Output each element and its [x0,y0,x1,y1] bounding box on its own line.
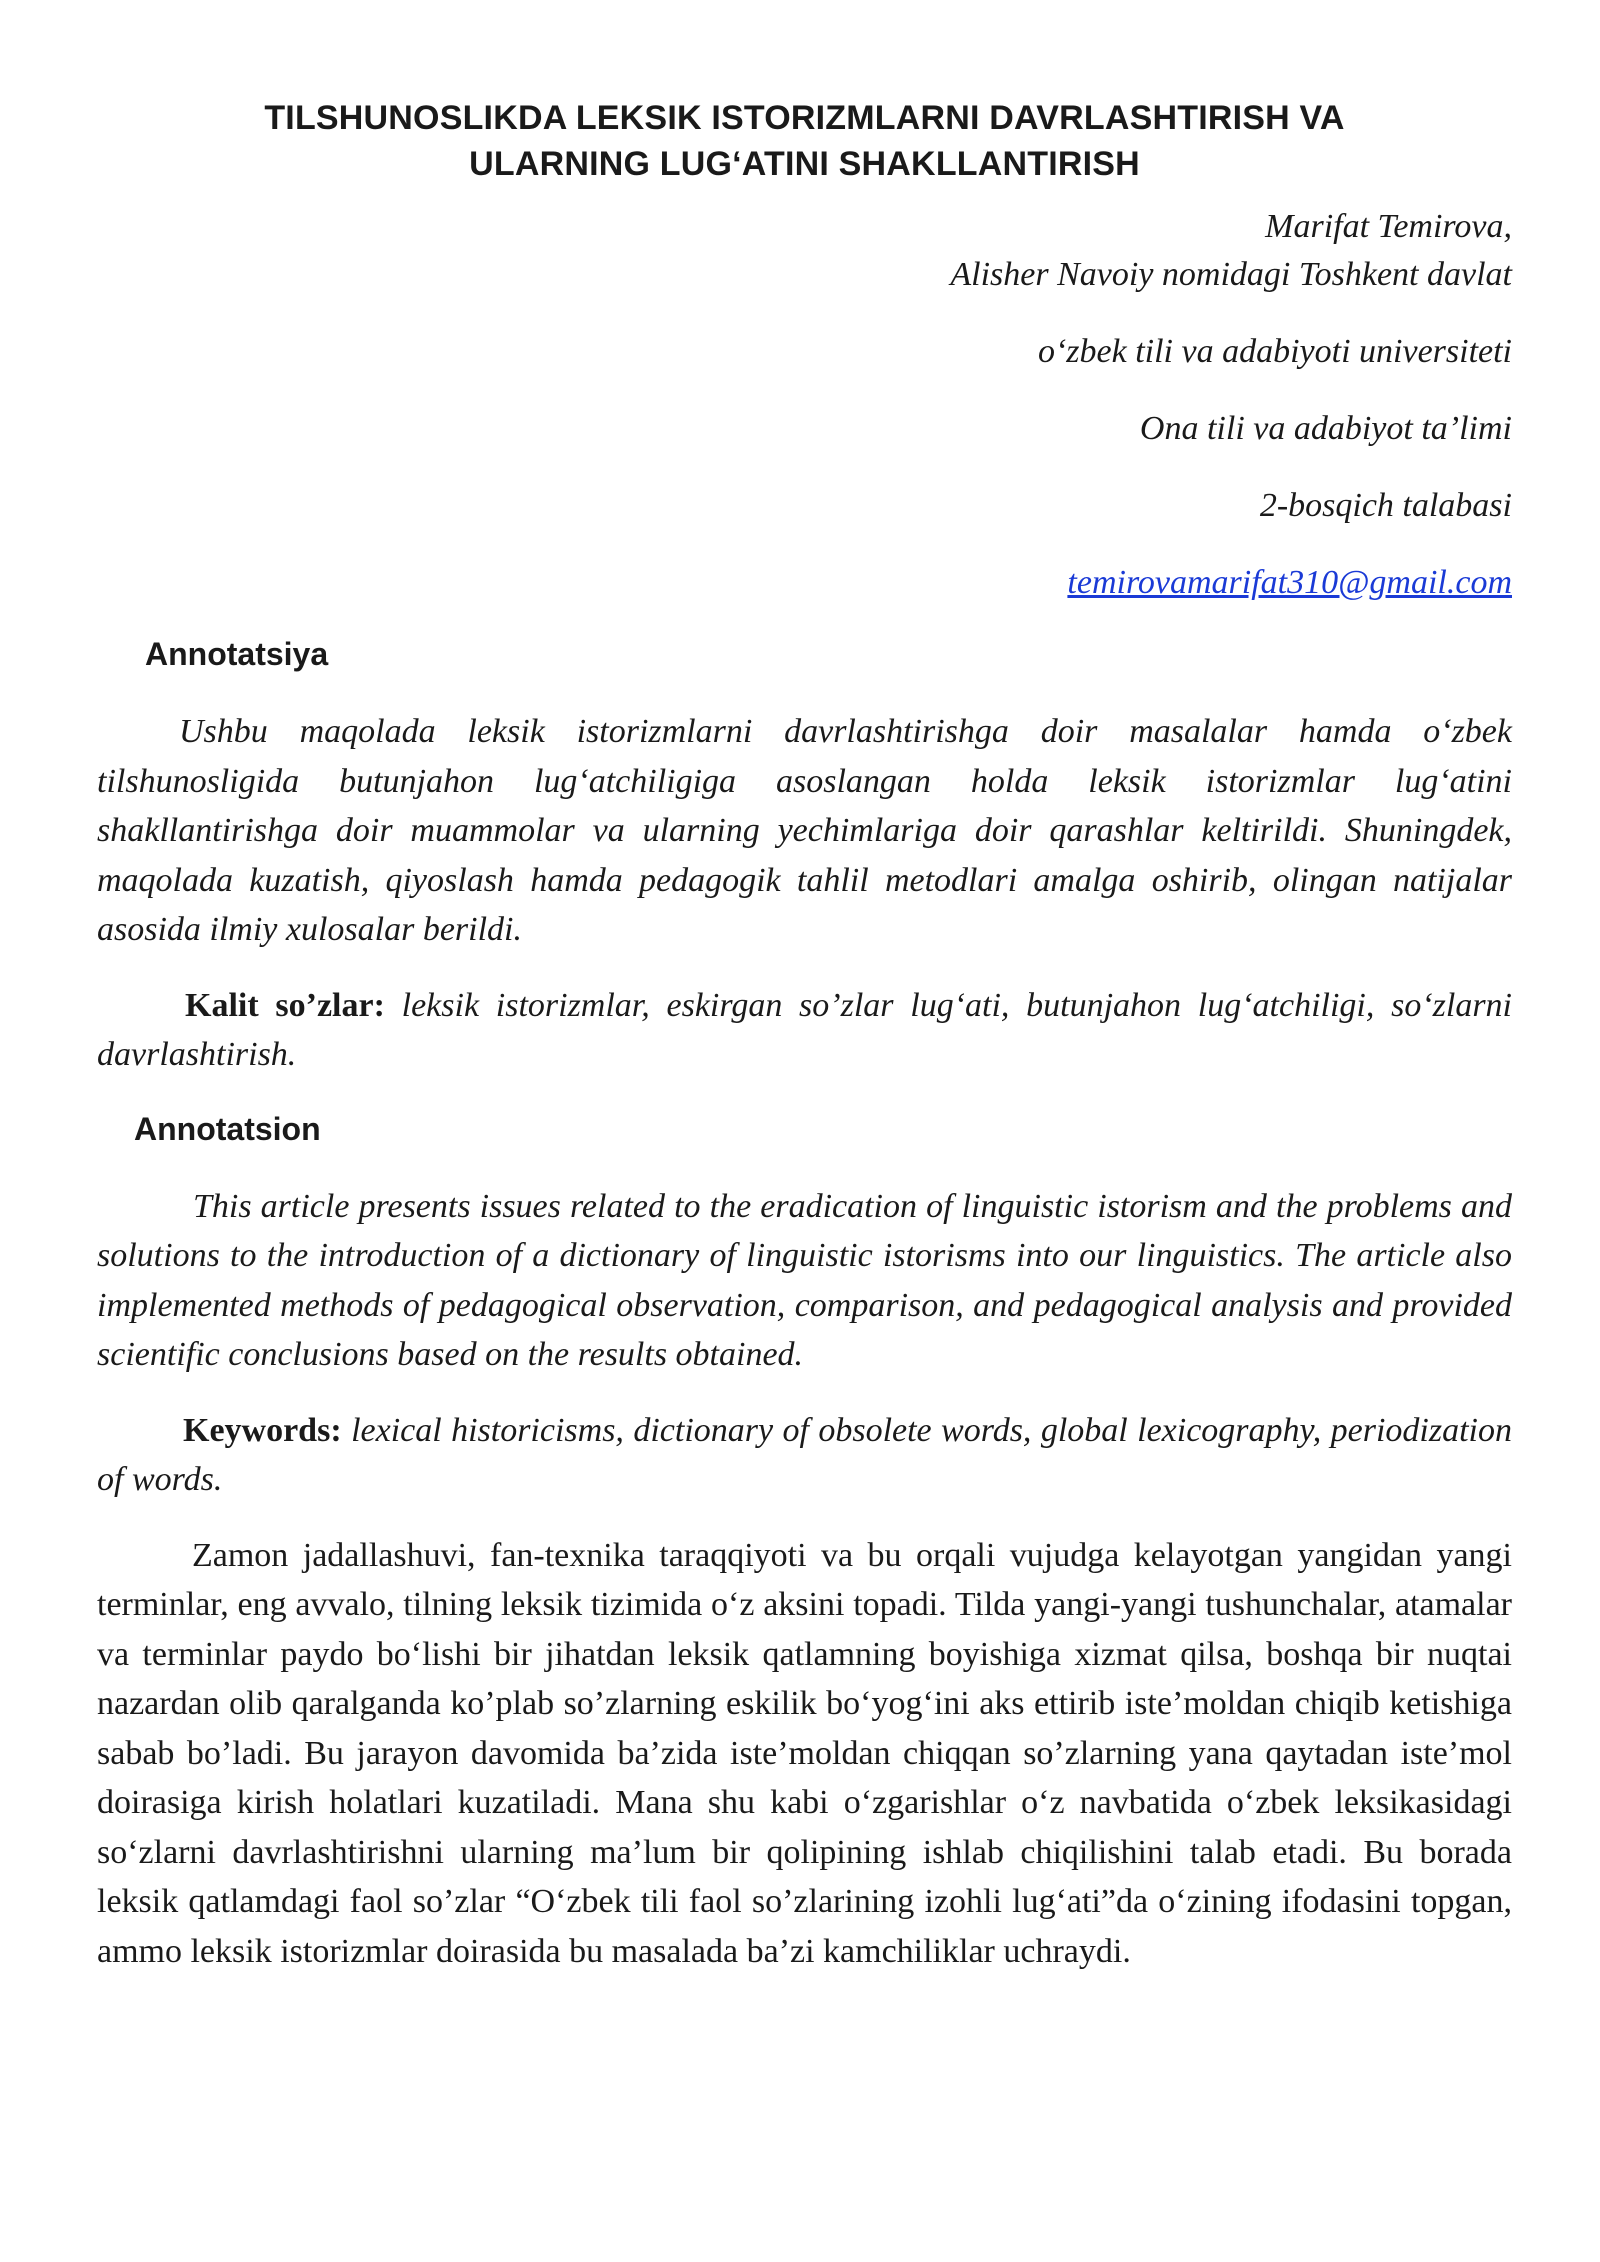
title-line-2: ULARNING LUG‘ATINI SHAKLLANTIRISH [469,145,1140,183]
abstract-en-heading: Annotatsion [134,1110,321,1147]
author-email-link[interactable]: temirovamarifat310@gmail.com [1067,564,1512,601]
abstract-en-keywords [97,1406,1512,1505]
author-block [97,203,1512,607]
abstract-uz-heading: Annotatsiya [145,636,329,672]
author-affiliation-2: o‘zbek tili va adabiyoti universiteti [1037,333,1512,370]
abstract-uz-text: Ushbu maqolada leksik istorizmlarni davrlashtirishga doir masalalar hamda o‘zbek tilshunosligida butunjahon lug‘atchiligiga asoslangan holda leksik istorizmlar lug‘atini shakllantirishga doir muammolar va ularning yechimlariga doir qarashlar keltirildi. Shuningdek, maqolada kuzatish, qiyoslash hamda pedagogik tahlil metodlari amalga oshirib, olingan natijalar asosida ilmiy xulosalar berildi. [97,713,1512,948]
author-faculty: Ona tili va adabiyot ta’limi [1139,410,1512,447]
keywords-uz-text: leksik istorizmlar, eskirgan so’zlar lug‘ati, butunjahon lug‘atchiligi, so‘zlarni davrlashtirish. [97,986,1512,1073]
author-affiliation-1: Alisher Navoiy nomidagi Toshkent davlat [950,256,1512,293]
article-title [97,95,1512,187]
title-line-1: TILSHUNOSLIKDA LEKSIK ISTORIZMLARNI DAVRLASHTIRISH VA [264,99,1345,137]
author-email-line [97,559,1512,607]
keywords-en-label: Keywords: [183,1411,342,1449]
abstract-en-text: This article presents issues related to the eradication of linguistic istorism and the problems and solutions to the introduction of a dictionary of linguistic istorisms into our linguistics. The article also implemented methods of pedagogical observation, comparison, and pedagogical analysis and provided scientific conclusions based on the results obtained. [97,1187,1512,1373]
author-name: Marifat Temirova, [1265,208,1512,245]
article-page [97,95,1512,1976]
body-paragraph-1: Zamon jadallashuvi, fan-texnika taraqqiyoti va bu orqali vujudga kelayotgan yangidan yangi terminlar, eng avvalo, tilning leksik tizimida o‘z aksini topadi. Tilda yangi-yangi tushunchalar, atamalar va terminlar paydo bo‘lishi bir jihatdan leksik qatlamning boyishiga xizmat qilsa, boshqa bir nuqtai nazardan olib qaralganda ko’plab so’zlarning eskilik bo‘yog‘ini aks ettirib iste’moldan chiqib ketishiga sabab bo’ladi. Bu jarayon davomida ba’zida iste’moldan chiqqan so’zlarning yana qaytadan iste’mol doirasiga kirish holatlari kuzatiladi. Mana shu kabi o‘zgarishlar o‘z navbatida o‘zbek leksikasidagi so‘zlarni davrlashtirishni ularning ma’lum bir qolipining ishlab chiqilishini talab etadi. Bu borada leksik qatlamdagi faol so’zlar “O‘zbek tili faol so’zlarining izohli lug‘ati”da o‘zining ifodasini topgan, ammo leksik istorizmlar doirasida bu masalada ba’zi kamchiliklar uchraydi. [97,1536,1512,1970]
abstract-uz-keywords [97,981,1512,1080]
author-course: 2-bosqich talabasi [1259,487,1512,524]
keywords-en-text: lexical historicisms, dictionary of obsolete words, global lexicography, periodization of words. [97,1411,1512,1498]
keywords-uz-label: Kalit so’zlar: [185,986,385,1024]
